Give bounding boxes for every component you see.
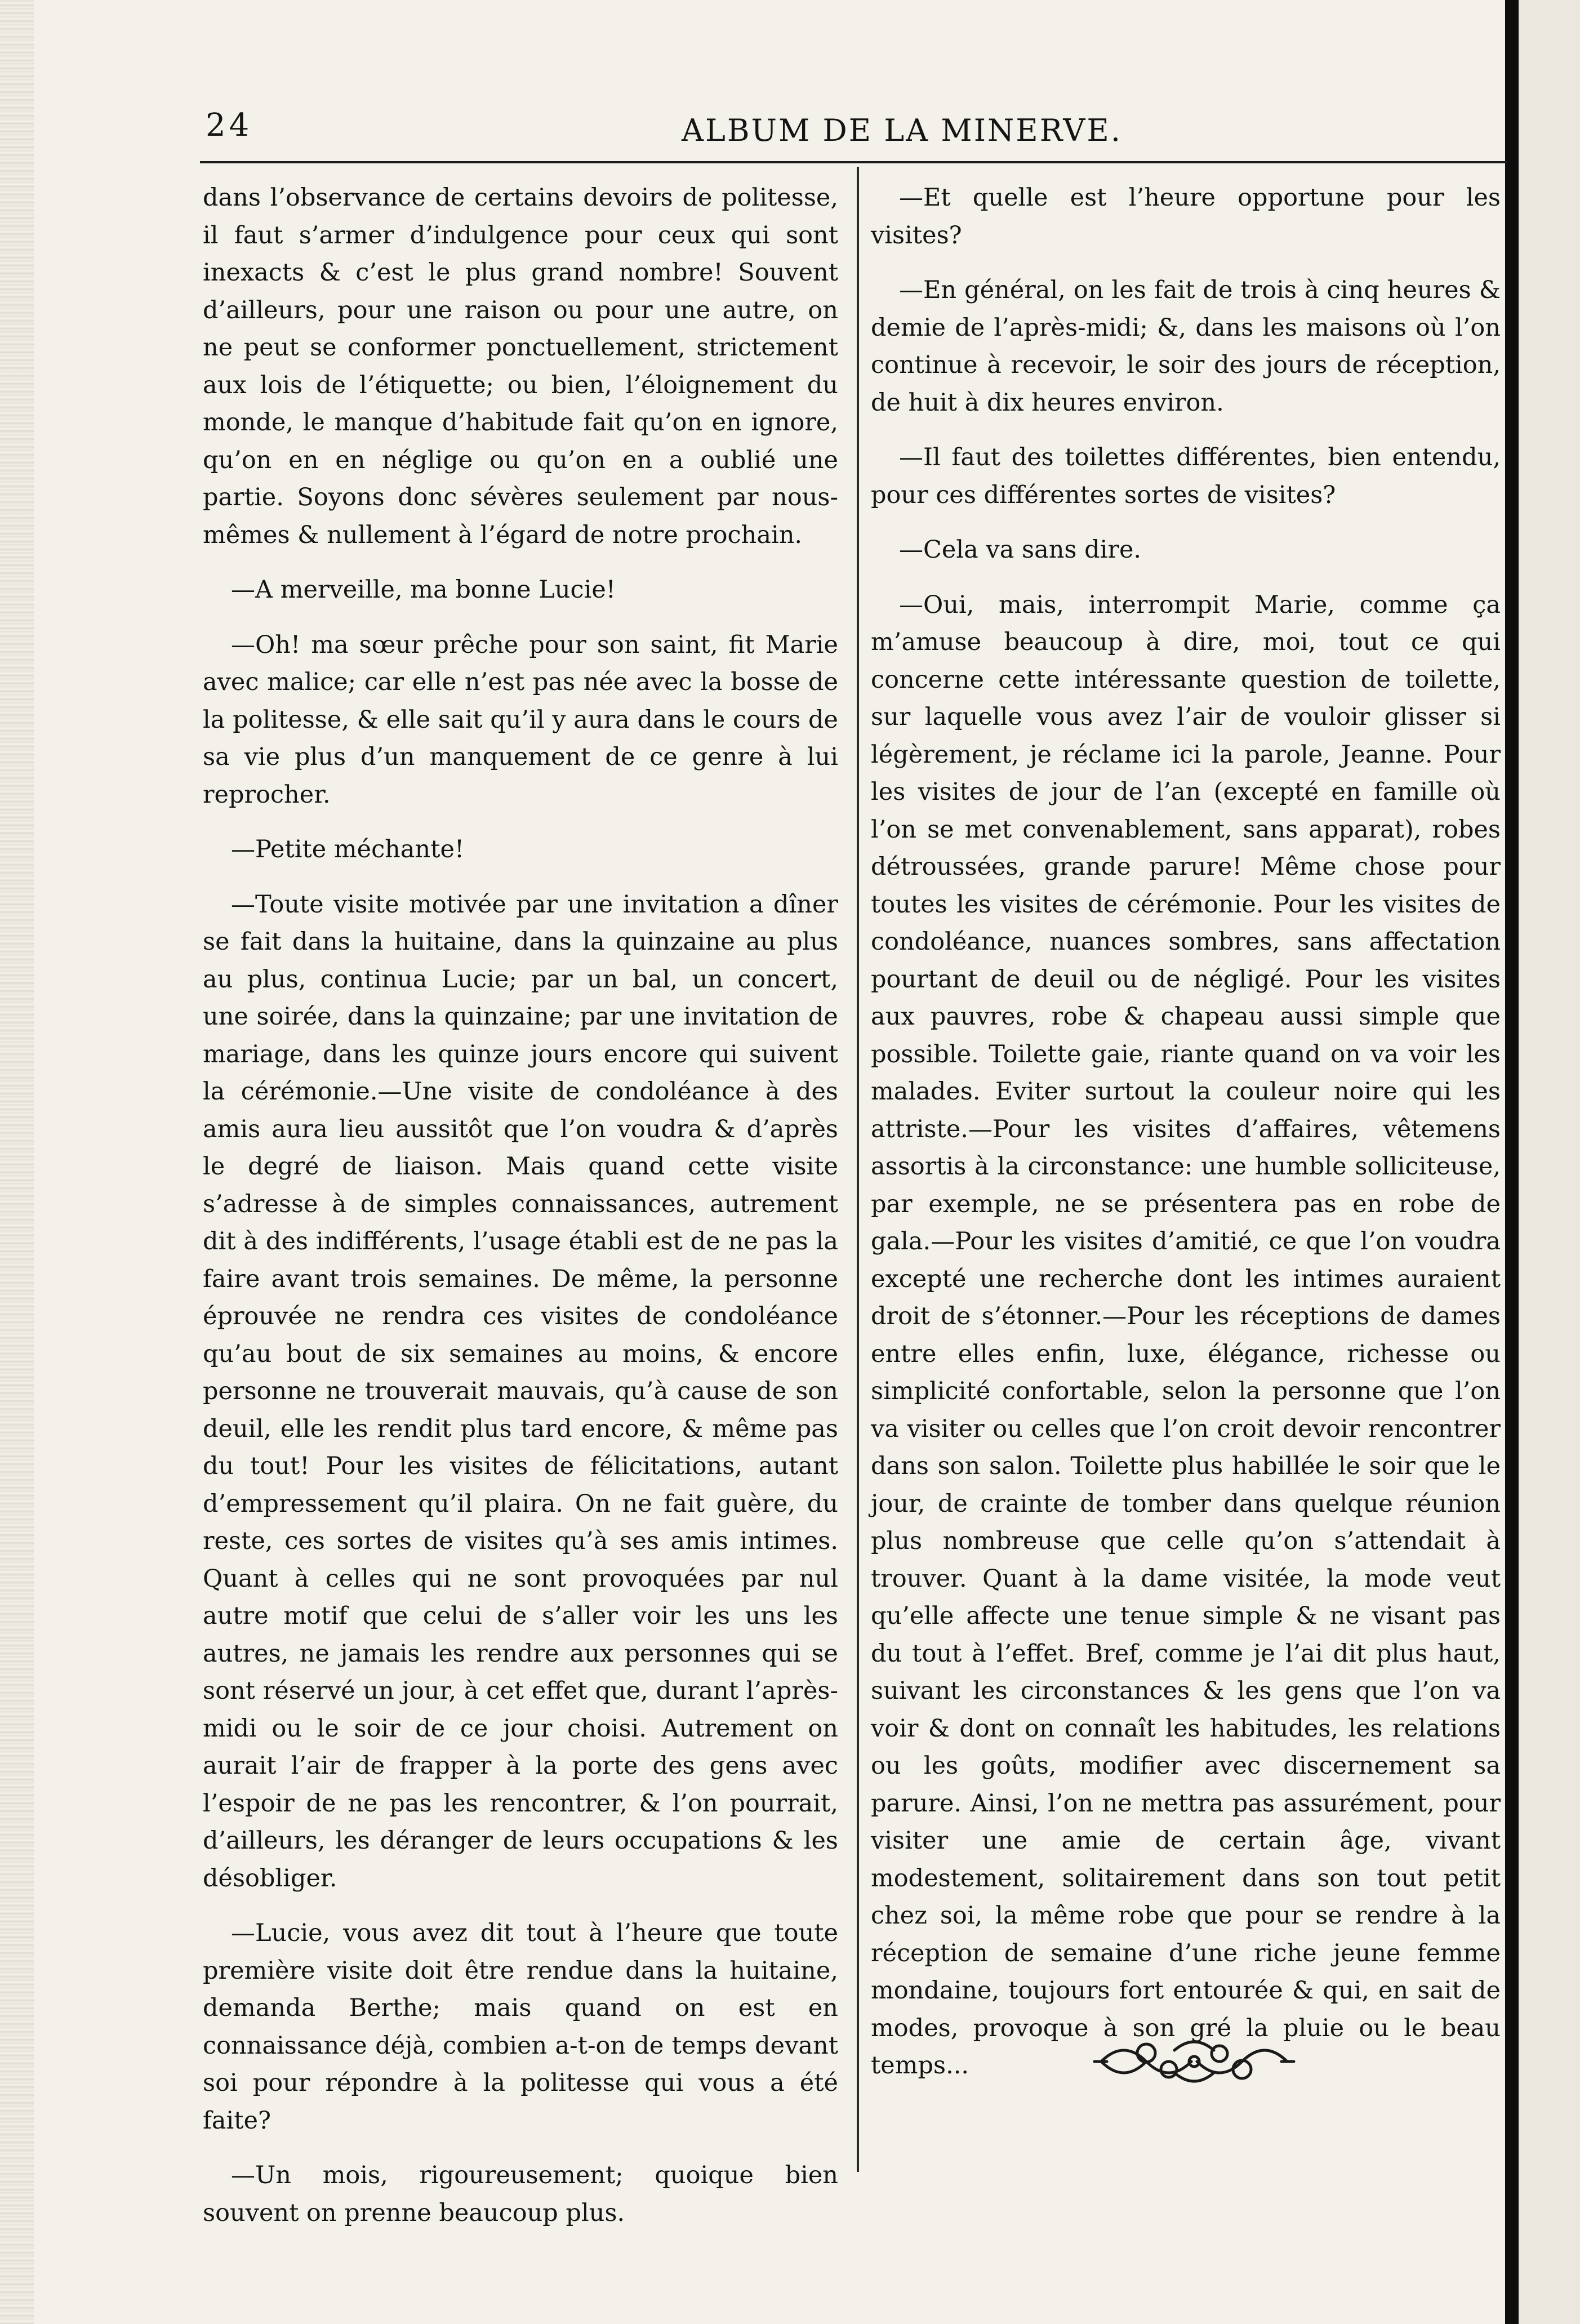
- paragraph: —Petite méchante!: [231, 835, 465, 863]
- paragraph: —Oui, mais, interrompit Marie, comme ça m’amuse beaucoup à dire, moi, tout ce qui concerne cette intéressante question de toilette, sur laquelle vous avez l’air de vouloir glisser si légèrement, je réclame ici la parole, Jeanne. Pour les visites de jour de l’an (excepté en famille où l’on se met convenablement, sans apparat), robes détroussées, grande parure! Même chose pour toutes les visites de cérémonie. Pour les visites de condoléance, nuances sombres, sans affectation pourtant de deuil ou de négligé. Pour les visites aux pauvres, robe & chapeau aussi simple que possible. Toilette gaie, riante quand on va voir les malades. Eviter surtout la couleur noire qui les attriste.—Pour les visites d’affaires, vêtemens assortis à la circonstance: une humble solliciteuse, par exemple, ne se présentera pas en robe de gala.—Pour les visites d’amitié, ce que l’on voudra excepté une recherche dont les intimes auraient droit de s’étonner.—Pour les réceptions de dames entre elles enfin, luxe, élégance, richesse ou simplicité confortable, selon la personne que l’on va visiter ou celles que l’on croit devoir rencontrer dans son salon. Toilette plus habillée le soir que le jour, de crainte de tomber dans quelque réunion plus nombreuse que celle qu’on s’attendait à trouver. Quant à la dame visitée, la mode veut qu’elle affecte une tenue simple & ne visant pas du tout à l’effet. Bref, comme je l’ai dit plus haut, suivant les circonstances & les gens que l’on va voir & dont on connaît les habitudes, les relations ou les goûts, modifier avec discernement sa parure. Ainsi, l’on ne mettra pas assurément, pour visiter une amie de certain âge, vivant modestement, solitairement dans son tout petit chez soi, la même robe que pour se rendre à la réception de semaine d’une riche jeune femme mondaine, toujours fort entourée & qui, en sait de modes, provoque à son gré la pluie ou le beau temps...: [871, 590, 1501, 2080]
- paragraph: dans l’observance de certains devoirs de politesse, il faut s’armer d’indulgence pour ceux qui sont inexacts & c’est le plus grand nombre! Souvent d’ailleurs, pour une raison ou pour une autre, on ne peut se conformer ponctuellement, strictement aux lois de l’étiquette; ou bien, l’éloignement du monde, le manque d’habitude fait qu’on en ignore, qu’on en en néglige ou qu’on en a oublié une partie. Soyons donc sévères seulement par nous-mêmes & nullement à l’égard de notre prochain.: [203, 184, 838, 549]
- page-number: 24: [206, 107, 253, 144]
- paragraph: —Cela va sans dire.: [899, 536, 1142, 564]
- binding-edge: [0, 0, 34, 2324]
- paragraph: —Lucie, vous avez dit tout à l’heure que toute première visite doit être rendue dans la huitaine, demanda Berthe; mais quand on est en connaissance déjà, combien a-t-on de temps devant soi pour répondre à la politesse qui vous a été faite?: [203, 1919, 838, 2135]
- paragraph: —Il faut des toilettes différentes, bien entendu, pour ces différentes sortes de visites?: [871, 443, 1501, 509]
- paragraph: —Oh! ma sœur prêche pour son saint, fit Marie avec malice; car elle n’est pas née avec la bosse de la politesse, & elle sait qu’il y aura dans le cours de sa vie plus d’un manquement de ce genre à lui reprocher.: [203, 630, 838, 809]
- paragraph: —Toute visite motivée par une invitation a dîner se fait dans la huitaine, dans la quinzaine au plus au plus, continua Lucie; par un bal, un concert, une soirée, dans la quinzaine; par une invitation de mariage, dans les quinze jours encore qui suivent la cérémonie.—Une visite de condoléance à des amis aura lieu aussitôt que l’on voudra & d’après le degré de liaison. Mais quand cette visite s’adresse à de simples connaissances, autrement dit à des indifférents, l’usage établi est de ne pas la faire avant trois semaines. De même, la personne éprouvée ne rendra ces visites de condoléance qu’au bout de six semaines au moins, & encore personne ne trouverait mauvais, qu’à cause de son deuil, elle les rendit plus tard encore, & même pas du tout! Pour les visites de félicitations, autant d’empressement qu’il plaira. On ne fait guère, du reste, ces sortes de visites qu’à ses amis intimes. Quant à celles qui ne sont provoquées par nul autre motif que celui de s’aller voir les uns les autres, ne jamais les rendre aux personnes qui se sont réservé un jour, à cet effet que, durant l’après-midi ou le soir de ce jour choisi. Autrement on aurait l’air de frapper à la porte des gens avec l’espoir de ne pas les rencontrer, & l’on pourrait, d’ailleurs, les déranger de leurs occupations & les désobliger.: [203, 890, 838, 1893]
- paragraph: —A merveille, ma bonne Lucie!: [231, 576, 616, 604]
- facing-page-margin: [1519, 0, 1580, 2324]
- paragraph: —En général, on les fait de trois à cinq heures & demie de l’après-midi; &, dans les maisons où l’on continue à recevoir, le soir des jours de réception, de huit à dix heures environ.: [871, 276, 1501, 417]
- facing-page-edge: [1505, 0, 1519, 2324]
- ornament-flourish-icon: [1090, 2028, 1298, 2095]
- paragraph: —Un mois, rigoureusement; quoique bien souvent on prenne beaucoup plus.: [203, 2161, 838, 2227]
- left-column: [203, 179, 838, 2249]
- running-title: ALBUM DE LA MINERVE.: [682, 113, 1123, 148]
- right-column: [871, 179, 1501, 2102]
- column-divider: [857, 167, 859, 2172]
- paragraph: —Et quelle est l’heure opportune pour les visites?: [871, 184, 1501, 250]
- header-rule: [200, 161, 1507, 163]
